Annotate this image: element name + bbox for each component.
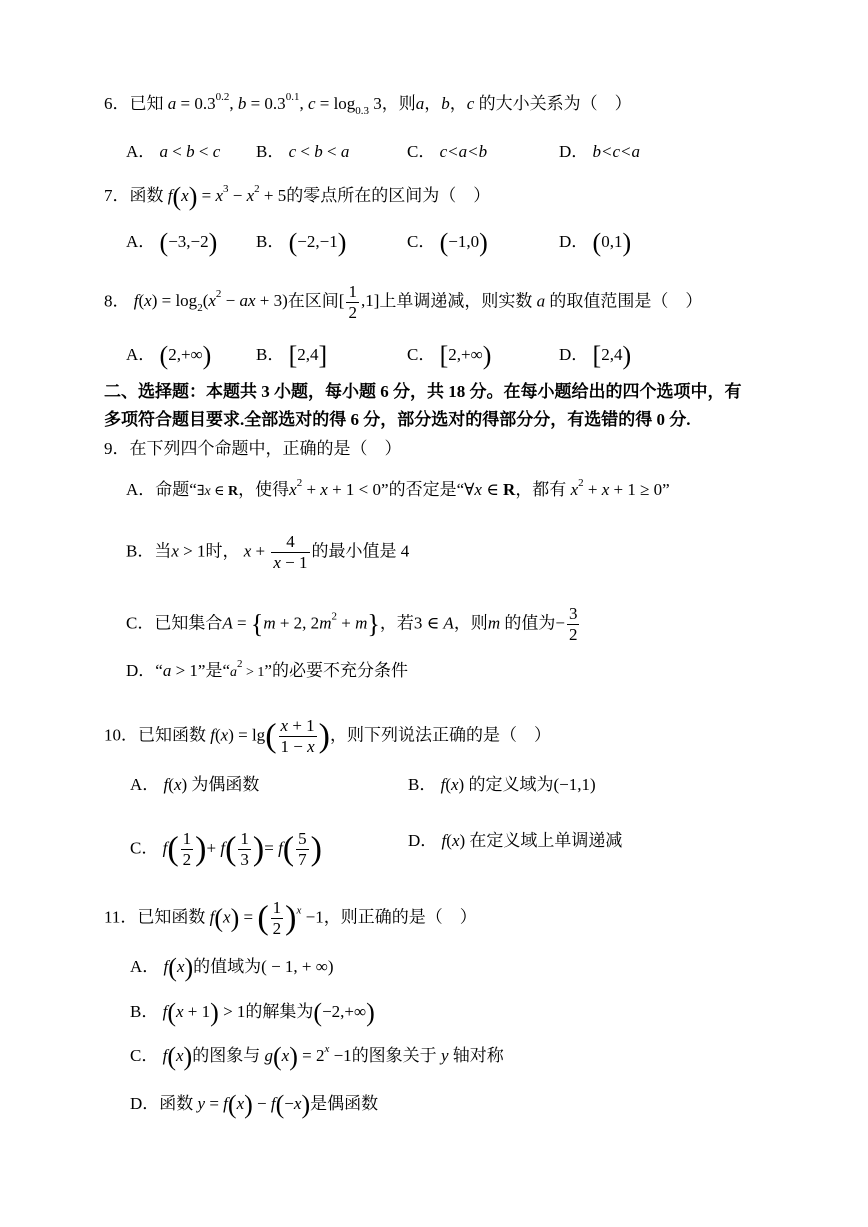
q11-a-text: 的值域为 — [193, 957, 262, 976]
option-label: D． — [408, 831, 438, 850]
option-label: B． — [256, 142, 285, 161]
q11-d-label: D．函数 — [130, 1094, 194, 1113]
q8-math: $f(x) = \log_2(x^2$ − ax + 3) — [133, 288, 288, 315]
q6-option-b: B． c < b < a — [256, 142, 350, 161]
option-label: C． — [407, 232, 436, 251]
q8-interval: [ $\frac{1}{2}$ ,1] — [338, 282, 380, 322]
q10-a-text: 为偶函数 — [191, 775, 260, 794]
q9-stem: 在下列四个命题中，正确的是（ ） — [129, 439, 402, 458]
option-label: A． — [130, 775, 160, 794]
option-label: C． — [130, 1046, 159, 1065]
q9-d-pre: D．“ — [126, 661, 163, 680]
q9-c-mid: ，若 — [379, 613, 414, 633]
q11-c-text2: 的图象关于 — [351, 1046, 437, 1065]
option-label: A． — [126, 232, 156, 251]
q10-option-d: D． f(x) 在定义域上单调递减 — [408, 831, 623, 850]
option-label: C． — [407, 345, 436, 364]
q6-pre: 已知 — [129, 94, 164, 113]
q9-d-mid: ”是“ — [197, 661, 231, 680]
option-label: A． — [126, 142, 156, 161]
q10-d-text: 在定义域上单调递减 — [469, 831, 623, 850]
option-label: D． — [559, 232, 589, 251]
q11-d-text: 是偶函数 — [310, 1094, 379, 1113]
option-label: B． — [130, 1002, 159, 1021]
q11-option-a: A． f(x)的值域为( − 1, + ∞) — [130, 953, 334, 983]
q11-c-text3: 轴对称 — [452, 1046, 504, 1065]
q11-b-text: 的解集为 — [245, 1002, 314, 1021]
q8-option-d: D． [2,4) — [559, 341, 632, 371]
q9-c-pre: C．已知集合 — [126, 613, 223, 633]
q10-post: ，则下列说法正确的是（ ） — [329, 725, 551, 745]
q11-c-text1: 的图象与 — [192, 1046, 261, 1065]
q9-b-mid: 时， — [205, 541, 240, 561]
q9-a-mid1: ，使得 — [238, 480, 290, 499]
q11-option-d: D．函数 y = f(x) − f(−x)是偶函数 — [130, 1090, 379, 1120]
q6-option-a: A． a < b < c — [126, 142, 221, 161]
q9-d-post: ”的必要不充分条件 — [264, 661, 408, 680]
question-number: 6． — [104, 94, 130, 113]
q10-b-text: 的定义域为 — [468, 775, 554, 794]
option-label: C． — [407, 142, 436, 161]
question-9 — [104, 437, 402, 461]
q11-pre: 已知函数 — [137, 907, 206, 927]
q8-mid: 在区间 — [287, 291, 339, 311]
q7-option-b: B． (−2,−1) — [256, 228, 347, 258]
q9-a-mid2: ”的否定是“ — [381, 480, 465, 499]
q8-post2: 的取值范围是（ ） — [549, 291, 703, 311]
q7-math: $f(x) = x^3 - x^2 + 5$ — [167, 182, 287, 212]
option-label: D． — [559, 345, 589, 364]
question-11: 11．已知函数 f(x) = ( $\frac{1}{2}$ )$^x$ −1，则正确的是（ ） — [104, 898, 477, 938]
question-number: 10． — [104, 725, 138, 745]
question-6: 6．已知 $a = 0.3^{0.2}$, $b = 0.3^{0.1}$, $c = \log_{0.3} 3$，则a，b，c 的大小关系为（ ） — [104, 91, 632, 117]
q10-option-b: B． f(x) 的定义域为(−1,1) — [408, 775, 596, 794]
q10-option-c: C． f( $\frac{1}{2}$ )+ f( $\frac{1}{3}$ )= f( $\frac{5}{7}$ ) — [130, 829, 322, 869]
q7-option-d: D． (0,1) — [559, 228, 632, 258]
q6-post: 的大小关系为（ ） — [478, 94, 632, 113]
q9-c-post: 的值为 — [504, 613, 556, 633]
q8-option-a: A． (2,+∞) — [126, 341, 212, 371]
section-2-heading-line2: 多项符合题目要求.全部选对的得 6 分，部分选对的得部分分，有选错的得 0 分. — [104, 410, 691, 429]
option-label: B． — [256, 232, 285, 251]
q9-option-c: C．已知集合A = {m + 2, $2m^2 + m$}，若3 ∈ A，则m 的值为− $\frac{3}{2}$ — [126, 604, 578, 644]
q11-option-c: C． f(x)的图象与 $g(x) = 2^x -1$的图象关于 y 轴对称 — [130, 1042, 504, 1072]
q6-option-d-text: b<c<a — [592, 142, 641, 161]
q9-option-a: A．命题“∃x ∈ R，使得$x^2 + x + 1 < 0$”的否定是“∀x ∈ R，都有 $x^2 + x + 1 \ge 0$” — [126, 477, 670, 499]
q6-option-c — [407, 140, 487, 164]
q9-c-mid2: ，则 — [453, 613, 488, 633]
q8-option-b: B． [2,4] — [256, 341, 328, 371]
q6-mid: ，则 — [381, 94, 416, 113]
q8-option-c: C． [2,+∞) — [407, 341, 492, 371]
q7-pre: 函数 — [129, 186, 164, 205]
q11-post: ，则正确的是（ ） — [323, 907, 477, 927]
question-8: 8． $f(x) = \log_2(x^2$ − ax + 3)在区间[ $\frac{1}{2}$ ,1]上单调递减，则实数 a 的取值范围是（ ） — [104, 282, 703, 322]
q11-option-b: B． f(x + 1) > 1的解集为(−2,+∞) — [130, 998, 375, 1028]
question-number: 8． — [104, 291, 130, 311]
q9-a-end: ” — [662, 480, 670, 499]
q9-a-pre: A．命题“ — [126, 480, 197, 499]
q6-option-d — [559, 140, 640, 164]
question-10: 10．已知函数 f(x) = lg( $\frac{x + 1}{1 - x}$ )，则下列说法正确的是（ ） — [104, 716, 551, 756]
q8-post: 上单调递减，则实数 — [379, 291, 533, 311]
q9-b-post: 的最小值是 4 — [311, 541, 410, 561]
option-label: A． — [130, 957, 160, 976]
question-7 — [104, 182, 491, 212]
q10-pre: 已知函数 — [138, 725, 206, 745]
q7-option-c: C． (−1,0) — [407, 228, 488, 258]
option-label: D． — [559, 142, 589, 161]
q7-post: 的零点所在的区间为（ ） — [286, 186, 491, 205]
q6-option-c-text: c<a<b — [439, 142, 488, 161]
question-number: 7． — [104, 186, 130, 205]
q6-math: $a = 0.3^{0.2}$, $b = 0.3^{0.1}$, $c = \log_{0.3} 3$ — [167, 91, 382, 117]
option-label: B． — [408, 775, 437, 794]
option-label: A． — [126, 345, 156, 364]
section-2-heading-line1: 二、选择题：本题共 3 小题，每小题 6 分，共 18 分。在每小题给出的四个选项中，有 — [104, 382, 742, 401]
q7-option-a: A． (−3,−2) — [126, 228, 218, 258]
q10-option-a: A． f(x) 为偶函数 — [130, 775, 260, 794]
question-number: 9． — [104, 439, 130, 458]
option-label: C． — [130, 838, 159, 858]
q9-b-pre: B．当 — [126, 541, 172, 561]
q9-option-d: D．“a > 1”是“$a^2 > 1$”的必要不充分条件 — [126, 658, 408, 680]
question-number: 11． — [104, 907, 138, 927]
q9-option-b: B．当x > 1时， x + $\frac{4}{x - 1}$ 的最小值是 4 — [126, 532, 410, 572]
option-label: B． — [256, 345, 285, 364]
q9-a-mid3: ，都有 — [515, 480, 567, 499]
